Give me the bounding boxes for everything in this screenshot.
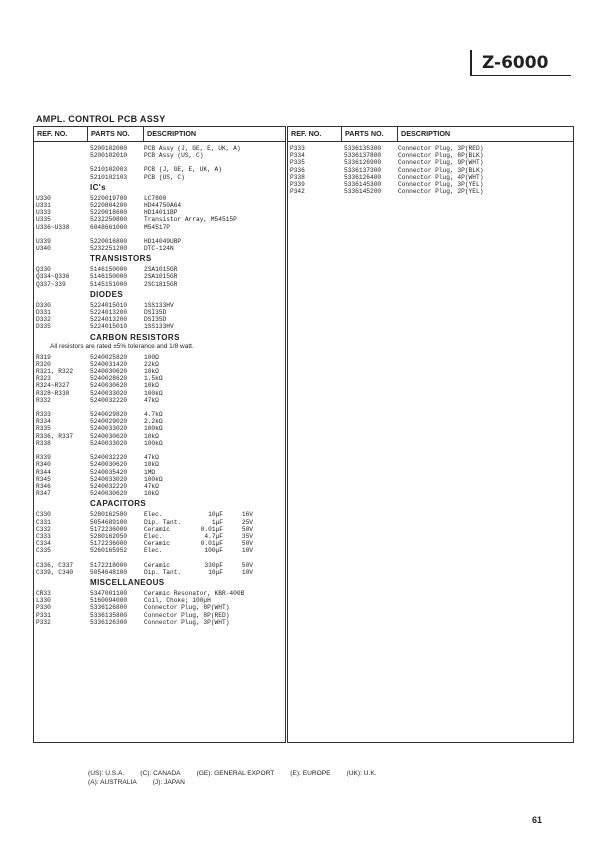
description-cell: 100kΩ (144, 439, 163, 447)
table-row (34, 368, 285, 375)
parts-no-cell: 5240033020 (90, 475, 128, 483)
row-gap (34, 231, 285, 238)
ref-no-cell: R333 (36, 411, 51, 419)
voltage-rating: 10V (241, 568, 253, 576)
ref-no-cell: R334 (36, 418, 51, 426)
category-heading: DIODES (90, 289, 124, 299)
description-cell: 2SA1015GR (144, 273, 178, 281)
description-cell: Connector Plug, 8P(WHT) (144, 604, 230, 612)
description-cell: Ceramic Resonator, KBR-400B (144, 589, 245, 597)
table-row (34, 540, 285, 547)
table-row (34, 375, 285, 382)
parts-no-cell: 5336126400 (344, 173, 382, 181)
description-cell: Connector Plug, 8P(RED) (144, 611, 230, 619)
table-row (34, 533, 285, 540)
description-cell: Connector Plug, 3P(WHT) (144, 618, 230, 626)
description-cell: 2SA1015GR (144, 266, 178, 274)
voltage-rating: 50V (241, 561, 253, 569)
header-parts-no: PARTS NO. (88, 127, 144, 141)
description-cell: 10kΩ (144, 490, 159, 498)
ref-no-cell: D330 (36, 301, 51, 309)
ref-no-cell: R335 (36, 425, 51, 433)
table-row (34, 354, 285, 361)
ref-no-cell: U333 (36, 209, 51, 217)
ref-no-cell: P342 (290, 188, 305, 196)
table-row (34, 209, 285, 216)
table-row (34, 266, 285, 273)
ref-no-cell: R323 (36, 375, 51, 383)
description-cell: HD14011BP (144, 209, 178, 217)
table-row (34, 316, 285, 323)
parts-no-cell: 5336137300 (344, 166, 382, 174)
model-name: Z-6000 (470, 50, 571, 76)
description-cell: Coil, Choke; 100μH (144, 597, 211, 605)
description-cell (144, 540, 285, 547)
ref-no-cell: R340 (36, 461, 51, 469)
parts-no-cell: 5336135800 (90, 611, 128, 619)
ref-no-cell: U330 (36, 194, 51, 202)
table-row (288, 188, 573, 195)
parts-no-cell: 5240033020 (90, 389, 128, 397)
parts-no-cell: 6048661000 (90, 223, 128, 231)
description-cell: PCB Assy (US, C) (144, 152, 204, 160)
capacitor-type: Ceramic (144, 525, 170, 533)
ref-no-cell: L330 (36, 597, 51, 605)
description-cell (144, 526, 285, 533)
description-cell: 100kΩ (144, 389, 163, 397)
description-cell (144, 533, 285, 540)
ref-no-cell: R347 (36, 490, 51, 498)
ref-no-cell: P332 (36, 618, 51, 626)
table-row (34, 418, 285, 425)
capacitance-value: 10μF (208, 511, 223, 519)
parts-no-cell: 5240035420 (90, 468, 128, 476)
capacitance-value: 1μF (211, 518, 223, 526)
description-cell (144, 519, 285, 526)
description-cell (144, 547, 285, 554)
parts-no-cell: 5260165952 (90, 547, 128, 555)
legend-entry: (A): AUSTRALIA (88, 779, 137, 786)
parts-no-cell: 5347001100 (90, 589, 128, 597)
description-cell: 1MΩ (144, 468, 156, 476)
parts-no-cell: 5240030620 (90, 432, 128, 440)
table-row (34, 411, 285, 418)
ref-no-cell: C335 (36, 547, 51, 555)
legend-line-2 (88, 778, 393, 787)
capacitance-value: 10μF (208, 568, 223, 576)
capacitance-value: 100μF (204, 547, 223, 555)
table-row (34, 224, 285, 231)
description-cell: Transistor Array, M54515P (144, 216, 237, 224)
parts-table-left (33, 126, 286, 743)
description-cell: PCB (US, C) (144, 173, 185, 181)
ref-no-cell: P333 (290, 145, 305, 152)
table-row (34, 612, 285, 619)
parts-no-cell: 5240028620 (90, 375, 128, 383)
table-row (34, 425, 285, 432)
header-description: DESCRIPTION (401, 129, 451, 138)
voltage-rating: 16V (241, 511, 253, 519)
capacitor-type: Elec. (144, 547, 163, 555)
description-cell: Connector Plug, 9P(WHT) (398, 159, 484, 167)
table-row (34, 202, 285, 209)
parts-no-cell: 5240032220 (90, 396, 128, 404)
table-row (34, 382, 285, 389)
description-cell: 4.7kΩ (144, 411, 163, 419)
parts-no-cell: 5146150000 (90, 266, 128, 274)
description-cell: DSI35D (144, 316, 167, 324)
ref-no-cell: C334 (36, 540, 51, 548)
table-header (34, 127, 285, 142)
parts-no-cell: 5232250800 (90, 216, 128, 224)
table-row (288, 145, 573, 152)
header-description: DESCRIPTION (147, 129, 197, 138)
parts-no-cell: 5336126900 (344, 159, 382, 167)
header-ref-no: REF. NO. (288, 127, 342, 141)
ref-no-cell: R339 (36, 454, 51, 462)
capacitor-type: Elec. (144, 532, 163, 540)
right-table-body (288, 142, 573, 195)
ref-no-cell: R346 (36, 482, 51, 490)
parts-no-cell: 5210102103 (90, 173, 128, 181)
page-number: 61 (532, 815, 543, 825)
table-row (288, 152, 573, 159)
table-row (34, 619, 285, 626)
description-cell: 47kΩ (144, 482, 159, 490)
ref-no-cell: D335 (36, 323, 51, 331)
section-title: AMPL. CONTROL PCB ASSY (36, 114, 166, 124)
table-row (34, 483, 285, 490)
parts-no-cell: 5240030620 (90, 368, 128, 376)
table-row (34, 152, 285, 159)
parts-no-cell: 5240030620 (90, 382, 128, 390)
row-gap (34, 404, 285, 411)
parts-no-cell: 5145151000 (90, 280, 128, 288)
description-cell: 2SC1815GR (144, 280, 178, 288)
table-row (288, 159, 573, 166)
ref-no-cell: P336 (290, 166, 305, 174)
capacitance-value: 330pF (204, 561, 223, 569)
parts-no-cell: 5146150000 (90, 273, 128, 281)
parts-no-cell: 5280162050 (90, 532, 128, 540)
table-row (34, 490, 285, 497)
description-cell: Connector Plug, 4P(WHT) (398, 173, 484, 181)
ref-no-cell: R319 (36, 353, 51, 361)
description-cell: 10kΩ (144, 432, 159, 440)
ref-no-cell: D332 (36, 316, 51, 324)
table-row (34, 562, 285, 569)
table-row (34, 281, 285, 288)
ref-no-cell: R328~R330 (36, 389, 70, 397)
table-row (34, 454, 285, 461)
header-ref-no: REF. NO. (34, 127, 88, 141)
description-cell: 47kΩ (144, 396, 159, 404)
description-cell: 100kΩ (144, 475, 163, 483)
ref-no-cell: P335 (290, 159, 305, 167)
header-parts-no: PARTS NO. (342, 127, 398, 141)
description-cell: 10kΩ (144, 461, 159, 469)
parts-no-cell: 5172218000 (90, 561, 128, 569)
parts-table-right (287, 126, 574, 743)
parts-no-cell: 5240030620 (90, 490, 128, 498)
description-cell: LC7800 (144, 194, 167, 202)
parts-no-cell: 5240032220 (90, 482, 128, 490)
legend-line-1 (88, 769, 393, 778)
legend-entry: (C): CANADA (140, 770, 181, 777)
ref-no-cell: C332 (36, 525, 51, 533)
ref-no-cell: C331 (36, 518, 51, 526)
table-row (34, 216, 285, 223)
capacitance-value: 0.01μF (200, 525, 223, 533)
table-row (34, 302, 285, 309)
parts-no-cell: 5224013200 (90, 309, 128, 317)
row-gap (34, 447, 285, 454)
parts-no-cell: 5200102010 (90, 152, 128, 160)
table-header (288, 127, 573, 142)
description-cell: 1SS133HV (144, 323, 174, 331)
parts-no-cell: 5224015010 (90, 323, 128, 331)
parts-no-cell: 5054689100 (90, 518, 128, 526)
description-cell: 47kΩ (144, 454, 159, 462)
ref-no-cell (34, 166, 88, 173)
parts-no-cell: 5336145200 (344, 188, 382, 196)
table-row (34, 245, 285, 252)
ref-no-cell: R344 (36, 468, 51, 476)
ref-no-cell: R324~R327 (36, 382, 70, 390)
parts-no-cell: 5240032220 (90, 454, 128, 462)
parts-no-cell: 5224015010 (90, 301, 128, 309)
table-row (34, 597, 285, 604)
capacitor-type: Elec. (144, 511, 163, 519)
parts-no-cell: 5220804200 (90, 202, 128, 210)
ref-no-cell (34, 152, 88, 159)
ref-no-cell: P330 (36, 604, 51, 612)
legend-entry: (J): JAPAN (152, 779, 185, 786)
row-gap (34, 555, 285, 562)
table-row (34, 511, 285, 518)
description-cell (144, 569, 285, 576)
ref-no-cell: R345 (36, 475, 51, 483)
description-cell: HD44750A64 (144, 202, 182, 210)
description-cell (144, 562, 285, 569)
table-row (34, 238, 285, 245)
ref-no-cell: Q330 (36, 266, 51, 274)
ref-no-cell: R336, R337 (36, 432, 74, 440)
ref-no-cell: P339 (290, 181, 305, 189)
table-row (34, 166, 285, 173)
table-row (288, 167, 573, 174)
table-row (34, 323, 285, 330)
table-row (34, 604, 285, 611)
ref-no-cell: CR33 (36, 589, 51, 597)
table-row (34, 469, 285, 476)
description-cell: 2.2kΩ (144, 418, 163, 426)
table-row (34, 361, 285, 368)
table-row (34, 174, 285, 181)
ref-no-cell: Q337~339 (36, 280, 66, 288)
description-cell: 1SS133HV (144, 301, 174, 309)
ref-no-cell: U331 (36, 202, 51, 210)
description-cell: PCB (J, GE, E, UK, A) (144, 166, 222, 174)
voltage-rating: 50V (241, 540, 253, 548)
table-row (34, 433, 285, 440)
table-row (34, 440, 285, 447)
ref-no-cell: C339, C340 (36, 568, 74, 576)
voltage-rating: 10V (241, 547, 253, 555)
parts-no-cell: 5224013200 (90, 316, 128, 324)
parts-no-cell: 5200102000 (90, 145, 128, 152)
ref-no-cell: D331 (36, 309, 51, 317)
description-cell: 22kΩ (144, 360, 159, 368)
legend-entry: (GE): GENERAL EXPORT (196, 770, 275, 777)
capacitor-type: Ceramic (144, 540, 170, 548)
category-heading: CAPACITORS (90, 499, 147, 509)
description-cell: Connector Plug, 3P(RED) (398, 145, 484, 152)
ref-no-cell: R321, R322 (36, 368, 74, 376)
ref-no-cell: P334 (290, 152, 305, 160)
parts-no-cell: 5232251200 (90, 245, 128, 253)
parts-no-cell: 5220019700 (90, 194, 128, 202)
description-cell: 1.5kΩ (144, 375, 163, 383)
table-row (34, 590, 285, 597)
legend-entry: (UK): U.K. (346, 770, 377, 777)
capacitor-type: Dip. Tant. (144, 568, 182, 576)
ref-no-cell: P331 (36, 611, 51, 619)
table-row (34, 569, 285, 576)
category-note: All resistors are rated ±5% tolerance and 1/8 watt. (50, 342, 194, 350)
parts-no-cell: 5172236000 (90, 525, 128, 533)
parts-no-cell: 5240025820 (90, 353, 128, 361)
parts-no-cell: 5220018600 (90, 209, 128, 217)
region-legend (88, 769, 393, 787)
description-cell: Connector Plug, 8P(BLK) (398, 152, 484, 160)
description-cell: Connector Plug, 3P(BLK) (398, 166, 484, 174)
legend-entry: (E): EUROPE (290, 770, 331, 777)
ref-no-cell: U339 (36, 237, 51, 245)
ref-no-cell: C330 (36, 511, 51, 519)
ref-no-cell: R332 (36, 396, 51, 404)
table-row (34, 519, 285, 526)
table-row (34, 309, 285, 316)
left-table-body (34, 142, 285, 626)
table-row (288, 181, 573, 188)
ref-no-cell: R338 (36, 439, 51, 447)
parts-no-cell: 5336145300 (344, 181, 382, 189)
parts-no-cell: 5160094000 (90, 597, 128, 605)
voltage-rating: 35V (241, 532, 253, 540)
table-row (34, 390, 285, 397)
parts-no-cell: 5210102003 (90, 166, 128, 174)
description-cell: 100Ω (144, 353, 159, 361)
ref-no-cell: C336, C337 (36, 561, 74, 569)
category-heading: TRANSISTORS (90, 254, 152, 264)
table-row (34, 145, 285, 152)
parts-no-cell: 5172236000 (90, 540, 128, 548)
description-cell: DTC-124N (144, 245, 174, 253)
description-cell: Connector Plug, 3P(YEL) (398, 181, 484, 189)
parts-no-cell: 5240029820 (90, 411, 128, 419)
ref-no-cell: U335 (36, 216, 51, 224)
category-heading: IC's (90, 182, 106, 192)
category-heading: MISCELLANEOUS (90, 577, 165, 587)
parts-no-cell: 5336135300 (344, 145, 382, 152)
ref-no-cell: U340 (36, 245, 51, 253)
table-row (288, 174, 573, 181)
description-cell: 10kΩ (144, 382, 159, 390)
parts-no-cell: 5240030620 (90, 461, 128, 469)
ref-no-cell (34, 174, 88, 181)
parts-no-cell: 5336126800 (90, 604, 128, 612)
parts-no-cell: 5336137800 (344, 152, 382, 160)
table-row (34, 397, 285, 404)
description-cell: PCB Assy (J, GE, E, UK, A) (144, 145, 241, 152)
description-cell: 100kΩ (144, 425, 163, 433)
capacitance-value: 0.01μF (200, 540, 223, 548)
parts-no-cell: 5336126300 (90, 618, 128, 626)
ref-no-cell: Q334~Q336 (36, 273, 70, 281)
voltage-rating: 50V (241, 525, 253, 533)
parts-no-cell: 5240033020 (90, 425, 128, 433)
parts-no-cell: 5280162580 (90, 511, 128, 519)
capacitance-value: 4.7μF (204, 532, 223, 540)
parts-no-cell: 5240029020 (90, 418, 128, 426)
table-row (34, 526, 285, 533)
parts-no-cell: 5240031420 (90, 360, 128, 368)
parts-no-cell: 5240033020 (90, 439, 128, 447)
ref-no-cell: U336~U338 (36, 223, 70, 231)
table-row (34, 547, 285, 554)
table-row (34, 461, 285, 468)
category-heading: CARBON RESISTORS (90, 332, 180, 342)
table-row (34, 273, 285, 280)
ref-no-cell: R320 (36, 360, 51, 368)
capacitor-type: Dip. Tant. (144, 518, 182, 526)
ref-no-cell: P338 (290, 173, 305, 181)
model-underline (470, 75, 571, 76)
description-cell (144, 511, 285, 518)
description-cell: HD14049UBP (144, 237, 182, 245)
description-cell: DSI35D (144, 309, 167, 317)
description-cell: 10kΩ (144, 368, 159, 376)
capacitor-type: Ceramic (144, 561, 170, 569)
description-cell: Connector Plug, 2P(YEL) (398, 188, 484, 196)
ref-no-cell: C333 (36, 532, 51, 540)
parts-no-cell: 5220016800 (90, 237, 128, 245)
description-cell: M54517P (144, 223, 170, 231)
voltage-rating: 25V (241, 518, 253, 526)
table-row (34, 195, 285, 202)
legend-entry: (US): U.S.A. (88, 770, 125, 777)
row-gap (34, 159, 285, 166)
ref-no-cell (34, 145, 88, 152)
parts-no-cell: 5054648100 (90, 568, 128, 576)
table-row (34, 476, 285, 483)
